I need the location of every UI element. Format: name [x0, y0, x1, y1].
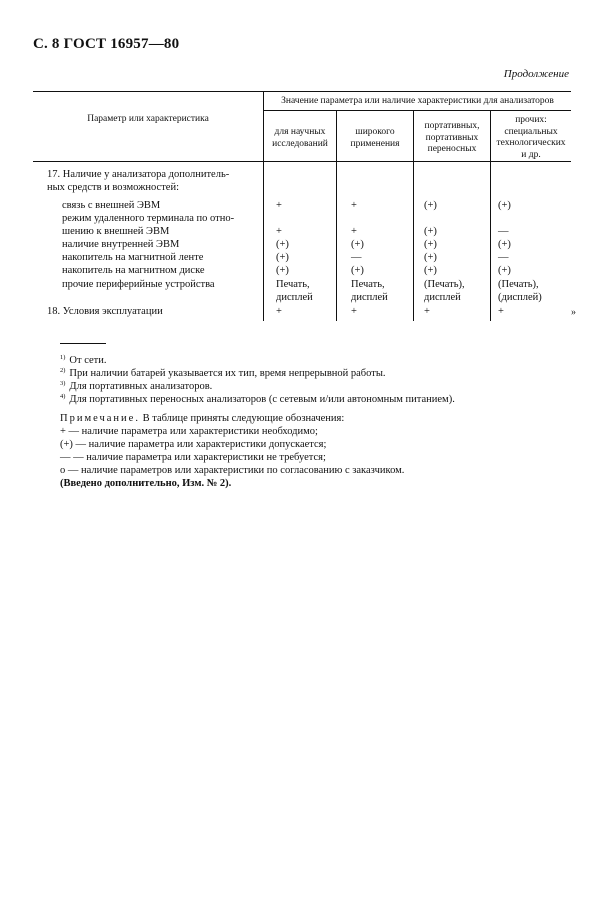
col-header-general: широкого применения [350, 127, 400, 149]
note-intro: В таблице приняты следующие обозначения: [139, 413, 345, 424]
group-header: Значение параметра или наличие характеристики для анализаторов [281, 96, 554, 106]
col-header-portable: портативных, портативных переносных [424, 121, 480, 154]
page-header: С. 8 ГОСТ 16957—80 [33, 36, 180, 52]
note-line-not-required: — — наличие параметра или характеристики не требуется; [60, 452, 326, 463]
row-label-internal-computer: наличие внутренней ЭВМ [62, 239, 180, 250]
table-top-rule [33, 91, 571, 92]
col-header-other: прочих: специальных технологических и др. [496, 115, 566, 160]
parameters-table [33, 88, 571, 320]
value-cell: + [351, 306, 357, 317]
note-line-allowed: (+) — наличие параметра или характеристики допускается; [60, 439, 327, 450]
note-heading [60, 412, 344, 425]
value-cell: (+) [276, 265, 289, 276]
note-line-required: + — наличие параметра или характеристики необходимо; [60, 426, 318, 437]
footnote-rule [60, 343, 106, 344]
value-cell: — [351, 252, 362, 263]
footnote-1: $^{1)}$ От сети. [60, 354, 107, 366]
continued-label: Продолжение [503, 68, 569, 80]
value-cell: (+) [276, 252, 289, 263]
value-cell: (+) [276, 239, 289, 250]
value-cell: Печать, дисплей [276, 279, 313, 303]
value-cell: (+) [424, 265, 437, 276]
value-cell: + [276, 226, 282, 237]
value-cell: (+) [498, 200, 511, 211]
row-label-tape-storage: накопитель на магнитной ленте [62, 252, 204, 263]
value-cell: + [351, 200, 357, 211]
value-cell: — [498, 226, 509, 237]
footnote-2: $^{2)}$ При наличии батарей указывается их тип, время непрерывной работы. [60, 367, 386, 379]
amendment-note: (Введено дополнительно, Изм. № 2). [60, 478, 232, 489]
item-17-title: 17. Наличие у анализатора дополнитель- ных средств и возможностей: [47, 169, 230, 193]
value-cell: — [498, 252, 509, 263]
value-cell: + [351, 226, 357, 237]
footnote-3: $^{3)}$ Для портативных анализаторов. [60, 380, 213, 392]
value-cell: Печать, дисплей [351, 279, 388, 303]
value-cell: (+) [351, 265, 364, 276]
row-label-remote-terminal: режим удаленного терминала по отно- шению к внешней ЭВМ [62, 213, 235, 237]
value-cell: + [276, 200, 282, 211]
value-cell: (+) [424, 239, 437, 250]
col-header-scientific: для научных исследований [272, 127, 328, 149]
note-label: Примечание. [60, 413, 140, 424]
row-label-operating-conditions: 18. Условия эксплуатации [47, 306, 163, 317]
value-cell: + [498, 306, 504, 317]
footnote-4: $^{4)}$ Для портативных переносных анализаторов (с сетевым и/или автономным питанием). [60, 393, 455, 405]
value-cell: (+) [498, 239, 511, 250]
group-header-rule [263, 110, 571, 111]
param-header: Параметр или характеристика [87, 114, 209, 124]
value-cell: + [276, 306, 282, 317]
value-cell: (+) [424, 226, 437, 237]
value-cell: (+) [424, 200, 437, 211]
value-cell: (+) [351, 239, 364, 250]
param-col-divider [263, 91, 264, 321]
row-label-external-computer: связь с внешней ЭВМ [62, 200, 161, 211]
value-cell: (Печать), (дисплей) [498, 279, 542, 303]
value-cell: + [424, 306, 430, 317]
table-end-mark: » [571, 307, 576, 318]
value-cell: (+) [424, 252, 437, 263]
value-cell: (Печать), дисплей [424, 279, 465, 303]
note-line-by-agreement: о — наличие параметров или характеристики по согласованию с заказчиком. [60, 465, 405, 476]
row-label-disk-storage: накопитель на магнитном диске [62, 265, 205, 276]
row-label-peripherals: прочие периферийные устройства [62, 279, 215, 290]
value-cell: (+) [498, 265, 511, 276]
